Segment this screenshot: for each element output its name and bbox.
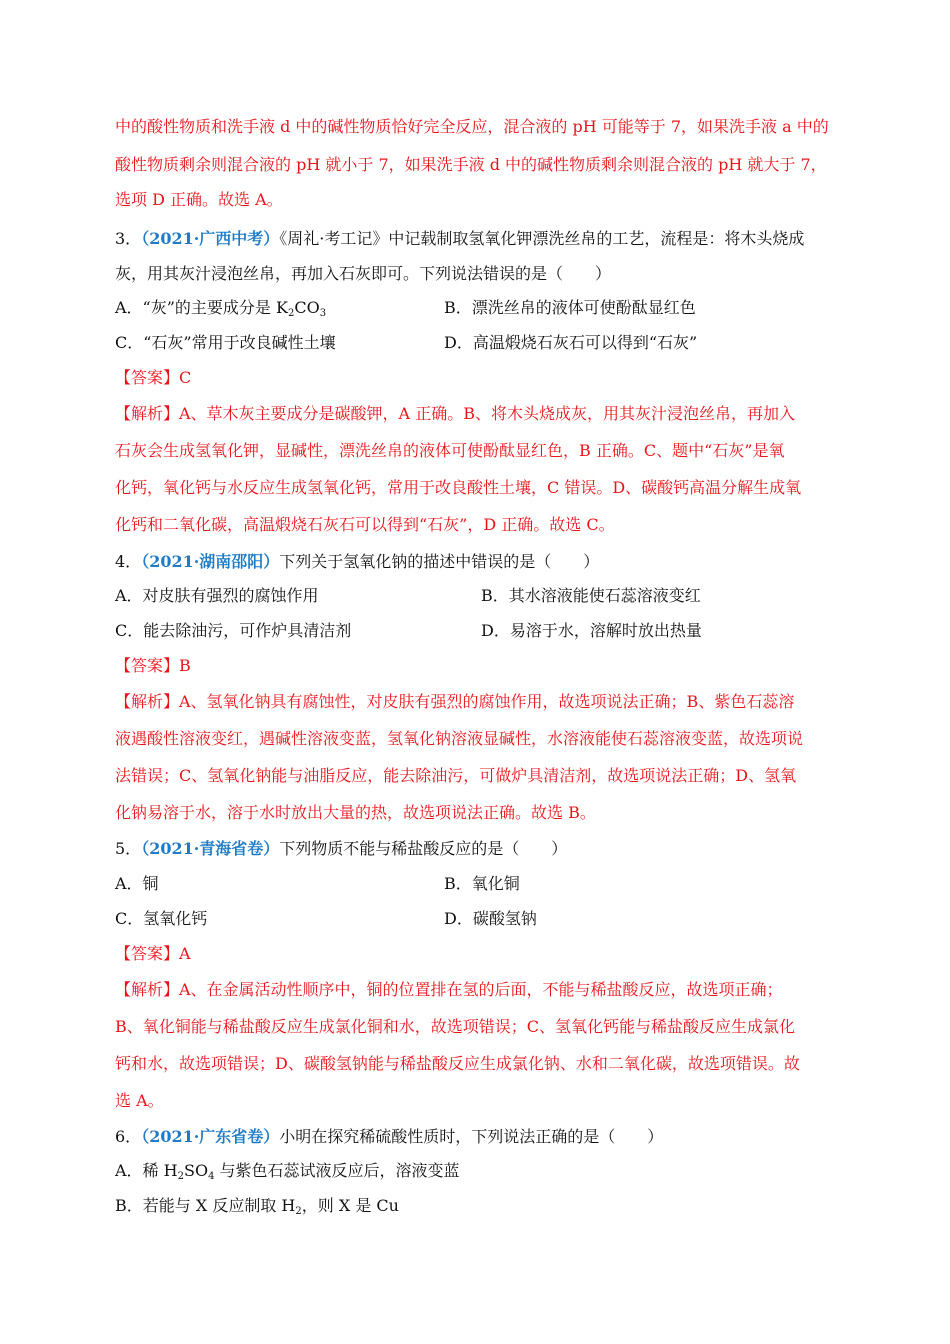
question-3-option-c: C．“石灰”常用于改良碱性土壤 <box>115 333 336 352</box>
question-3-stem: 3．（2021·广西中考）《周礼·考工记》中记载制取氢氧化钾漂洗丝帛的工艺，流程是：将木头烧成 <box>115 229 805 248</box>
question-source: （2021·广西中考） <box>141 229 280 248</box>
explanation-line: 化钙，氧化钙与水反应生成氢氧化钙，常用于改良酸性土壤，C 错误。D、碳酸钙高温分解生成氧 <box>115 478 802 497</box>
question-5-option-d: D．碳酸氢钠 <box>444 909 537 928</box>
explanation-line: 钙和水，故选项错误；D、碳酸氢钠能与稀盐酸反应生成氯化钠、水和二氧化碳，故选项错误。故 <box>115 1054 800 1073</box>
question-source: （2021·青海省卷） <box>141 839 280 858</box>
question-source: （2021·湖南邵阳） <box>141 552 280 571</box>
explanation-line: 法错误；C、氢氧化钠能与油脂反应，能去除油污，可做炉具清洁剂，故选项说法正确；D、氢氧 <box>115 766 797 785</box>
explanation-line: 酸性物质剩余则混合液的 pH 就小于 7，如果洗手液 d 中的碱性物质剩余则混合液的 pH 就大于 7， <box>115 155 827 174</box>
question-5-stem: 5．（2021·青海省卷）下列物质不能与稀盐酸反应的是（ ） <box>115 839 568 858</box>
question-3-option-d: D．高温煅烧石灰石可以得到“石灰” <box>444 333 698 352</box>
question-4-option-a: A．对皮肤有强烈的腐蚀作用 <box>115 586 319 605</box>
explanation-line: 中的酸性物质和洗手液 d 中的碱性物质恰好完全反应，混合液的 pH 可能等于 7，如果洗手液 a 中的 <box>115 117 829 136</box>
question-5-option-b: B．氧化铜 <box>444 874 520 893</box>
explanation-line: 选项 D 正确。故选 A。 <box>115 190 283 209</box>
question-3-option-b: B．漂洗丝帛的液体可使酚酞显红色 <box>444 298 696 317</box>
question-4-option-c: C．能去除油污，可作炉具清洁剂 <box>115 621 352 640</box>
explanation-line: 化钠易溶于水，溶于水时放出大量的热，故选项说法正确。故选 B。 <box>115 803 596 822</box>
question-3-answer: 【答案】C <box>115 368 192 387</box>
question-6-option-a: A．稀 $H_2SO_4$ 与紫色石蕊试液反应后，溶液变蓝 <box>115 1161 460 1182</box>
question-4-answer: 【答案】B <box>115 656 191 675</box>
explanation-line: 化钙和二氧化碳，高温煅烧石灰石可以得到“石灰”，D 正确。故选 C。 <box>115 515 615 534</box>
question-4-option-d: D．易溶于水，溶解时放出热量 <box>481 621 702 640</box>
explanation-line: 选 A。 <box>115 1091 164 1110</box>
question-6-option-b: B．若能与 X 反应制取 $H_2$，则 X 是 Cu <box>115 1196 399 1217</box>
explanation-line: B、氧化铜能与稀盐酸反应生成氯化铜和水，故选项错误；C、氢氧化钙能与稀盐酸反应生成氯化 <box>115 1017 796 1036</box>
question-5-option-c: C．氢氧化钙 <box>115 909 208 928</box>
explanation-line: 【解析】A、在金属活动性顺序中，铜的位置排在氢的后面，不能与稀盐酸反应，故选项正确； <box>115 980 783 999</box>
question-4-stem: 4．（2021·湖南邵阳）下列关于氢氧化钠的描述中错误的是（ ） <box>115 552 600 571</box>
question-3-option-a: A．“灰”的主要成分是 $K_2CO_3$ <box>115 298 327 319</box>
explanation-line: 石灰会生成氢氧化钾，显碱性，漂洗丝帛的液体可使酚酞显红色，B 正确。C、题中“石灰”是氧 <box>115 441 785 460</box>
question-4-option-b: B．其水溶液能使石蕊溶液变红 <box>481 586 701 605</box>
explanation-line: 【解析】A、草木灰主要成分是碳酸钾，A 正确。B、将木头烧成灰，用其灰汁浸泡丝帛，再加入 <box>115 404 795 423</box>
explanation-line: 【解析】A、氢氧化钠具有腐蚀性，对皮肤有强烈的腐蚀作用，故选项说法正确；B、紫色石蕊溶 <box>115 692 795 711</box>
question-5-answer: 【答案】A <box>115 944 191 963</box>
explanation-line: 液遇酸性溶液变红，遇碱性溶液变蓝，氢氧化钠溶液显碱性，水溶液能使石蕊溶液变蓝，故选项说 <box>115 729 804 748</box>
question-3-stem-cont: 灰，用其灰汁浸泡丝帛，再加入石灰即可。下列说法错误的是（ ） <box>115 264 612 283</box>
question-6-stem: 6．（2021·广东省卷）小明在探究稀硫酸性质时，下列说法正确的是（ ） <box>115 1127 664 1146</box>
question-5-option-a: A．铜 <box>115 874 159 893</box>
question-source: （2021·广东省卷） <box>141 1127 280 1146</box>
